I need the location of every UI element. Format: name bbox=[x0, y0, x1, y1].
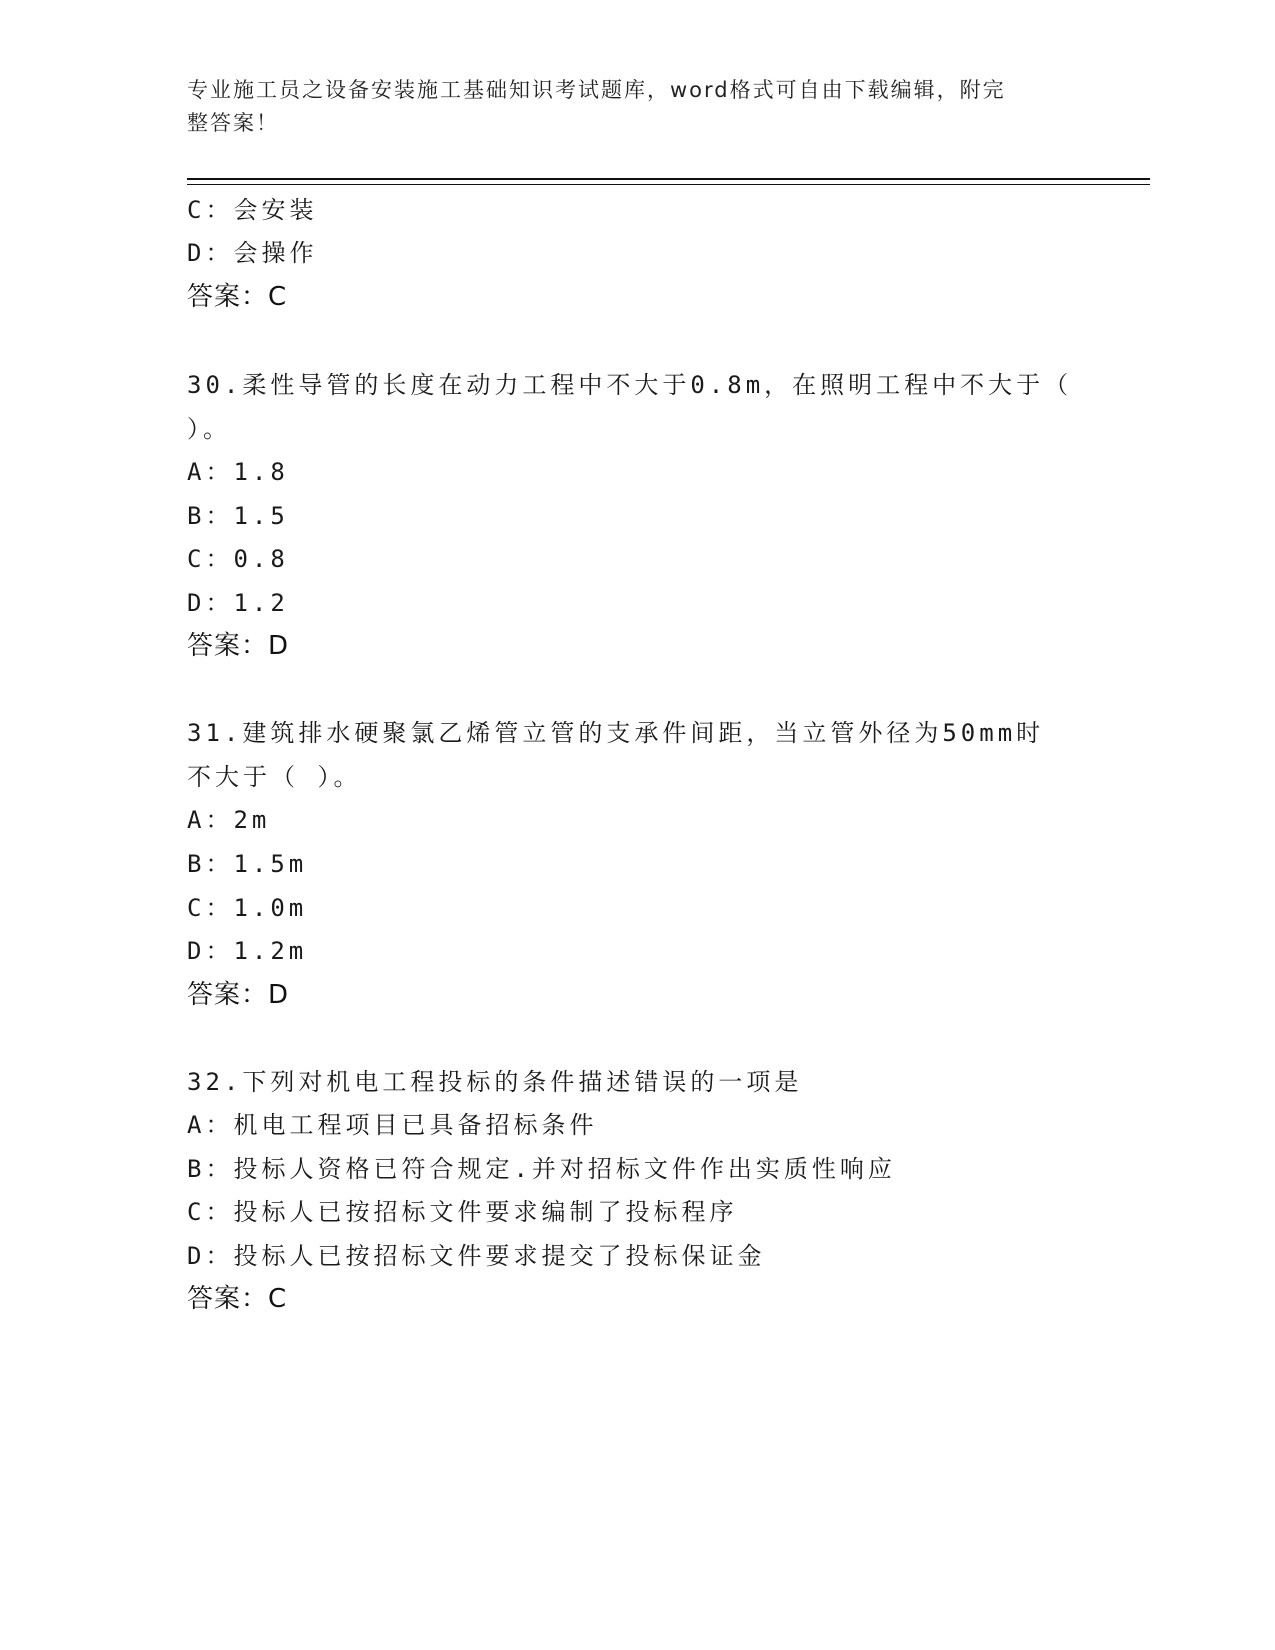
q31-option-b: B：1.5m bbox=[187, 850, 308, 878]
q31-stem-line-2: 不大于（ ）。 bbox=[187, 763, 362, 791]
q31-option-d: D：1.2m bbox=[187, 937, 308, 965]
header-line-1: 专业施工员之设备安装施工基础知识考试题库，word格式可自由下载编辑，附完 bbox=[187, 78, 1006, 102]
q32-answer: 答案：C bbox=[187, 1284, 288, 1314]
q30-stem-line-1: 30.柔性导管的长度在动力工程中不大于0.8m，在照明工程中不大于（ bbox=[187, 371, 1073, 399]
q30-option-a: A：1.8 bbox=[187, 458, 289, 486]
q32-option-a: A：机电工程项目已具备招标条件 bbox=[187, 1111, 598, 1139]
q30-option-b: B：1.5 bbox=[187, 502, 289, 530]
q30-stem-line-2: ）。 bbox=[187, 415, 231, 443]
document-header bbox=[187, 74, 1067, 140]
q29-answer: 答案：C bbox=[187, 282, 288, 312]
q32-stem-line-1: 32.下列对机电工程投标的条件描述错误的一项是 bbox=[187, 1068, 803, 1096]
header-divider-thin bbox=[187, 184, 1150, 185]
q30-option-c: C：0.8 bbox=[187, 545, 289, 573]
header-line-2: 整答案！ bbox=[187, 111, 279, 135]
header-divider-thick bbox=[187, 178, 1150, 180]
q32-option-d: D：投标人已按招标文件要求提交了投标保证金 bbox=[187, 1242, 766, 1270]
q30-option-d: D：1.2 bbox=[187, 589, 289, 617]
q32-option-b: B：投标人资格已符合规定.并对招标文件作出实质性响应 bbox=[187, 1155, 896, 1183]
q29-option-d: D：会操作 bbox=[187, 239, 318, 267]
q32-option-c: C：投标人已按招标文件要求编制了投标程序 bbox=[187, 1198, 738, 1226]
q29-option-c: C：会安装 bbox=[187, 196, 318, 224]
q31-answer: 答案：D bbox=[187, 980, 290, 1010]
q31-option-c: C：1.0m bbox=[187, 894, 308, 922]
q30-answer: 答案：D bbox=[187, 631, 290, 661]
q31-stem-line-1: 31.建筑排水硬聚氯乙烯管立管的支承件间距，当立管外径为50mm时 bbox=[187, 719, 1045, 747]
q31-option-a: A：2m bbox=[187, 806, 271, 834]
